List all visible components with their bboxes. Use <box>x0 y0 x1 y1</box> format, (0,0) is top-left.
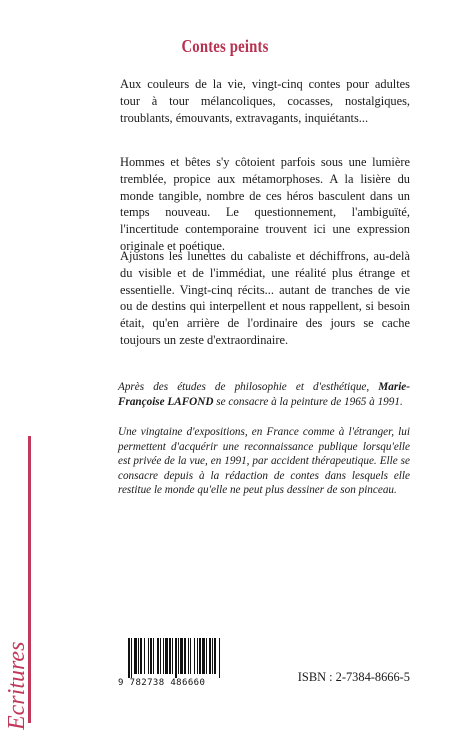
blurb-paragraph-1: Aux couleurs de la vie, vingt-cinq contes pour adultes tour à tour mélancoliques, cocasses, nostalgiques, troublants, émouvants, extravagants, inquiétants... <box>120 77 410 125</box>
barcode <box>118 636 246 688</box>
barcode-bar <box>188 638 189 674</box>
barcode-bar <box>209 638 211 674</box>
barcode-bar <box>128 638 130 678</box>
author-name: Marie-Françoise LAFOND <box>118 381 410 408</box>
barcode-bar <box>165 638 168 674</box>
barcode-bar <box>178 638 179 674</box>
barcode-bar <box>138 638 139 674</box>
barcode-bar <box>194 638 195 674</box>
barcode-bar <box>157 638 159 674</box>
barcode-bar <box>206 638 207 674</box>
blurb-paragraph-2: Hommes et bêtes s'y côtoient parfois sous une lumière tremblée, propice aux métamorphoses. A la lisière du monde tangible, nombre de ces héros basculent dans un temps nouveau. Le questionnement, l'ambiguïté, l'incertitude contemporaine trouvent ici une expression originale et poétique. <box>120 155 410 253</box>
barcode-bar <box>160 638 161 674</box>
barcode-bar <box>131 638 132 678</box>
author-bio-paragraph-1 <box>118 380 410 409</box>
barcode-bar <box>184 638 186 674</box>
author-bio-paragraph-2: Une vingtaine d'expositions, en France comme à l'étranger, lui permettent d'acquérir une reconnaissance publique lorsqu'elle est privée de la vue, en 1991, par accident thérapeutique. Elle se consacre depuis à la rédaction de contes dans lesquels elle restitue le monde qu'elle ne peut plus dessiner de son pinceau. <box>118 426 410 497</box>
barcode-bar <box>172 638 173 674</box>
bio-intro-end: se consacre à la peinture de 1965 à 1991. <box>213 395 403 408</box>
barcode-bar <box>212 638 213 674</box>
barcode-bar <box>199 638 201 674</box>
barcode-bar <box>134 638 137 674</box>
publisher-logo <box>4 630 34 730</box>
barcode-digits: 9 782738 486660 <box>118 678 206 688</box>
barcode-bars-icon <box>118 636 246 678</box>
barcode-bar <box>175 638 177 678</box>
barcode-bar <box>163 638 164 674</box>
blurb-paragraph-3: Ajustons les lunettes du cabaliste et déchiffrons, au-delà du visible et de l'immédiat, une réalité plus étrange et essentielle. Vingt-cinq récits... autant de tranches de vie ou de destins qui interpellent et nous rappellent, si besoin était, qu'en arrière de l'ordinaire des jours se cache toujours un zeste d'extraordinaire. <box>120 249 410 347</box>
barcode-bar <box>153 638 154 674</box>
barcode-bar <box>190 638 191 674</box>
barcode-bar <box>148 638 149 674</box>
isbn: ISBN : 2-7384-8666-5 <box>297 670 410 684</box>
book-title: Contes peints <box>181 36 269 56</box>
barcode-bar <box>197 638 198 674</box>
barcode-bar <box>140 638 142 674</box>
barcode-bar <box>202 638 205 674</box>
barcode-bar <box>150 638 152 674</box>
barcode-bar <box>214 638 216 674</box>
barcode-bar <box>219 638 220 678</box>
barcode-bar <box>180 638 183 674</box>
barcode-bar <box>169 638 171 674</box>
bio-intro: Après des études de philosophie et d'esthétique, <box>118 381 379 393</box>
publisher-logo-text: Ecritures <box>4 641 30 730</box>
barcode-bar <box>144 638 145 674</box>
